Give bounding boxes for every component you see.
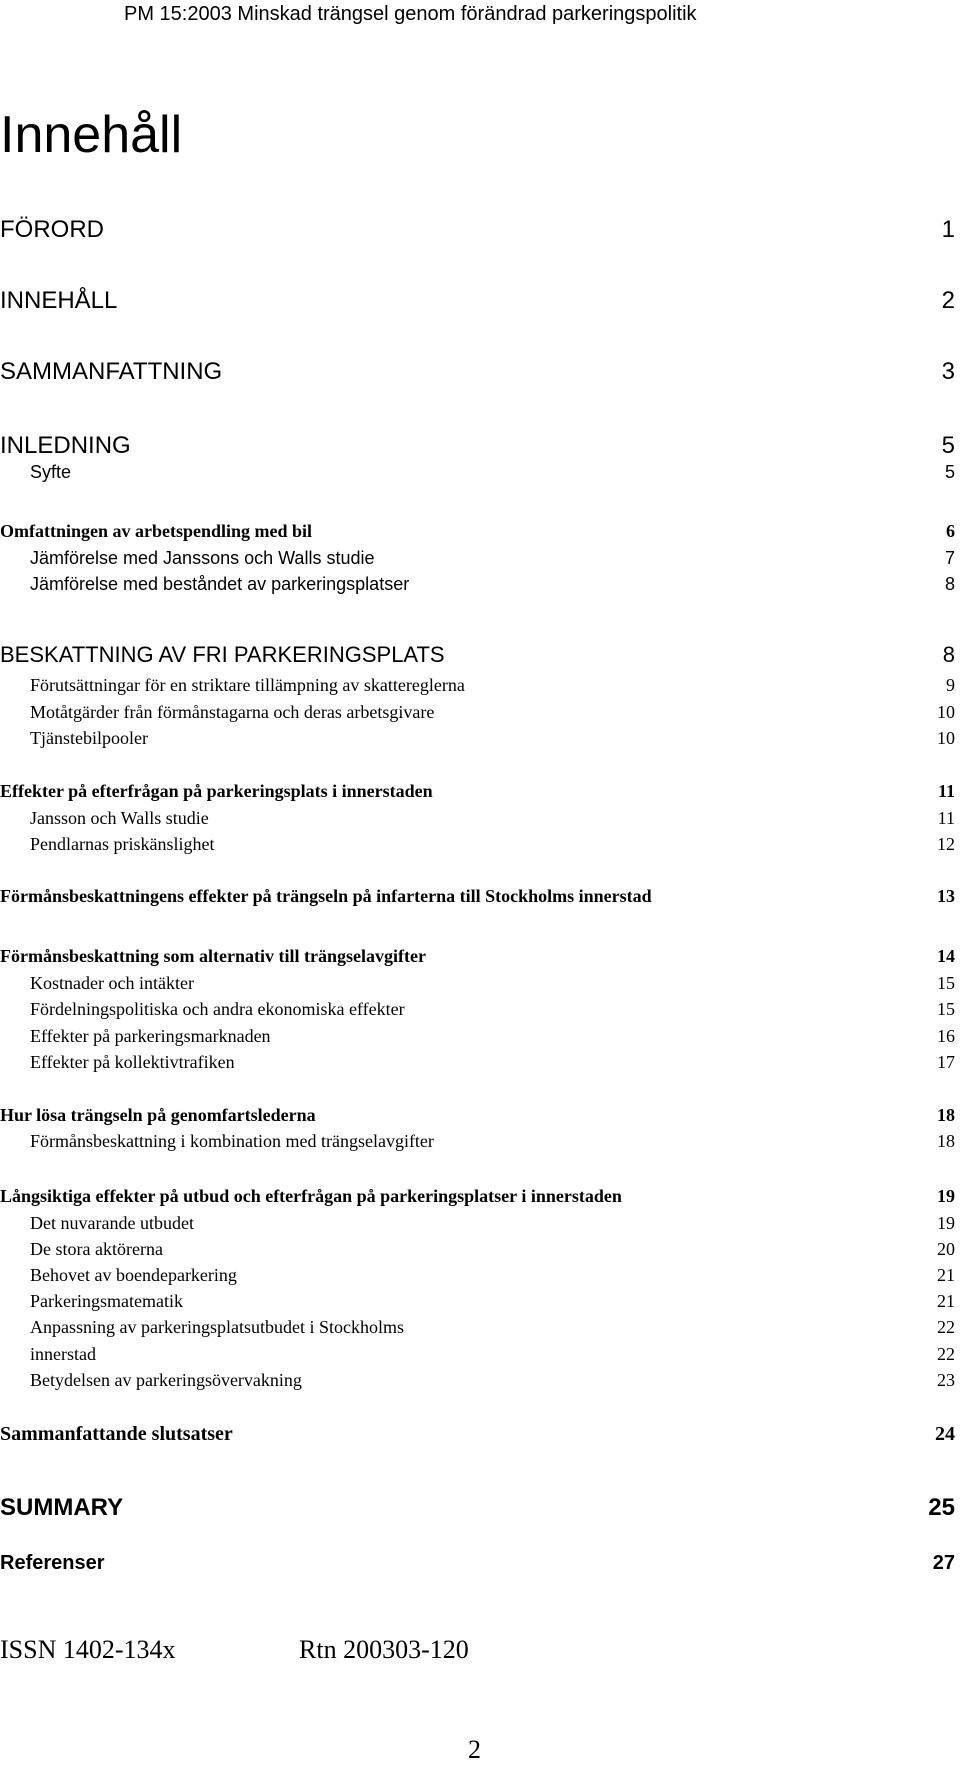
toc-entry-forutsattningar[interactable] (0, 674, 955, 696)
toc-entry-summary[interactable] (0, 1493, 955, 1523)
toc-entry-page: 3 (941, 358, 955, 385)
toc-entry-label: Omfattningen av arbetspendling med bil (0, 521, 313, 541)
toc-entry-page: 16 (937, 1026, 955, 1046)
toc-entry-label: Effekter på parkeringsmarknaden (30, 1026, 271, 1046)
toc-entry-label: Parkeringsmatematik (30, 1291, 183, 1311)
toc-entry-effekter-kollektivtrafiken[interactable] (0, 1051, 955, 1073)
toc-entry-page: 9 (946, 675, 955, 695)
toc-entry-nuvarande-utbudet[interactable] (0, 1212, 955, 1234)
toc-entry-jamforelse-bestandet[interactable] (0, 573, 955, 595)
toc-entry-label: INLEDNING (0, 432, 131, 459)
toc-entry-label: Förmånsbeskattningens effekter på trängseln på infarterna till Stockholms innerstad (0, 886, 652, 906)
toc-entry-beskattning[interactable] (0, 640, 955, 670)
toc-entry-page: 18 (937, 1131, 955, 1151)
toc-entry-label: SUMMARY (0, 1494, 124, 1521)
toc-entry-referenser[interactable] (0, 1550, 955, 1576)
toc-entry-label: Referenser (0, 1552, 105, 1574)
toc-entry-label: Betydelsen av parkeringsövervakning (30, 1370, 302, 1390)
toc-entry-label: INNEHÅLL (0, 287, 118, 314)
toc-entry-label: Hur lösa trängseln på genomfartslederna (0, 1105, 316, 1125)
toc-entry-label: Syfte (30, 462, 72, 482)
toc-entry-label: innerstad (30, 1344, 96, 1364)
toc-entry-label: Effekter på kollektivtrafiken (30, 1052, 235, 1072)
toc-entry-label: De stora aktörerna (30, 1239, 163, 1259)
toc-entry-label: Fördelningspolitiska och andra ekonomiska effekter (30, 999, 405, 1019)
toc-entry-fordelningspolitiska[interactable] (0, 998, 955, 1020)
toc-entry-behovet[interactable] (0, 1264, 955, 1286)
toc-entry-page: 15 (937, 999, 955, 1019)
toc-entry-page: 7 (944, 548, 955, 568)
toc-entry-parkeringsmatematik[interactable] (0, 1290, 955, 1312)
toc-entry-page: 11 (937, 781, 955, 801)
toc-entry-jansson-walls[interactable] (0, 807, 955, 829)
toc-entry-label: Tjänstebilpooler (30, 728, 148, 748)
toc-entry-label: Kostnader och intäkter (30, 973, 194, 993)
toc-entry-label: Pendlarnas priskänslighet (30, 834, 215, 854)
toc-entry-innehall[interactable] (0, 286, 955, 316)
toc-entry-label: Jansson och Walls studie (30, 808, 209, 828)
toc-entry-label: Långsiktiga effekter på utbud och efterfrågan på parkeringsplatser i innerstaden (0, 1186, 622, 1206)
page-title: Innehåll (0, 106, 183, 164)
toc-entry-page: 1 (941, 216, 955, 243)
toc-entry-page: 24 (935, 1423, 955, 1445)
toc-entry-page: 21 (937, 1291, 955, 1311)
toc-entry-label: Jämförelse med Janssons och Walls studie (30, 548, 375, 568)
toc-entry-syfte[interactable] (0, 461, 955, 483)
toc-entry-sammanfattande[interactable] (0, 1423, 955, 1445)
toc-entry-label: Det nuvarande utbudet (30, 1213, 194, 1233)
toc-entry-motatgarder[interactable] (0, 701, 955, 723)
toc-entry-label: Jämförelse med beståndet av parkeringsplatser (30, 574, 410, 594)
toc-entry-page: 13 (937, 886, 955, 906)
toc-entry-langsiktiga[interactable] (0, 1185, 955, 1207)
toc-entry-formansbeskattning-alternativ[interactable] (0, 945, 955, 967)
toc-entry-page: 21 (937, 1265, 955, 1285)
toc-entry-tjanstebilpooler[interactable] (0, 727, 955, 749)
toc-entry-page: 15 (937, 973, 955, 993)
toc-entry-formansbeskattningens-effekter[interactable] (0, 885, 955, 907)
toc-entry-label: Förmånsbeskattning i kombination med trängselavgifter (30, 1131, 434, 1151)
toc-entry-label: Sammanfattande slutsatser (0, 1423, 233, 1445)
toc-entry-page: 19 (937, 1186, 955, 1206)
toc-entry-page: 6 (946, 521, 955, 541)
toc-entry-kostnader[interactable] (0, 972, 955, 994)
toc-entry-parkeringsovervakning[interactable] (0, 1369, 955, 1391)
toc-entry-effekter-efterfragan[interactable] (0, 780, 955, 802)
toc-entry-page: 18 (937, 1105, 955, 1125)
rtn-number: Rtn 200303-120 (299, 1635, 469, 1664)
toc-entry-effekter-parkeringsmarknaden[interactable] (0, 1025, 955, 1047)
toc-entry-formansbeskattning-kombination[interactable] (0, 1130, 955, 1152)
toc-entry-label: Förutsättningar för en striktare tillämpning av skattereglerna (30, 675, 465, 695)
toc-entry-page: 8 (944, 574, 955, 594)
toc-entry-label: Behovet av boendeparkering (30, 1265, 237, 1285)
toc-entry-page: 17 (937, 1052, 955, 1072)
toc-entry-page: 10 (937, 728, 955, 748)
toc-entry-pendlarnas[interactable] (0, 833, 955, 855)
toc-entry-page: 10 (937, 702, 955, 722)
running-header: PM 15:2003 Minskad trängsel genom förändrad parkeringspolitik (124, 3, 697, 25)
toc-entry-page: 8 (942, 642, 955, 667)
toc-entry-hur-losa[interactable] (0, 1104, 955, 1126)
toc-entry-label: Anpassning av parkeringsplatsutbudet i Stockholms (30, 1317, 404, 1337)
toc-entry-forord[interactable] (0, 215, 955, 245)
toc-entry-sammanfattning[interactable] (0, 357, 955, 387)
issn-number: ISSN 1402-134x (0, 1635, 176, 1664)
toc-entry-label: Motåtgärder från förmånstagarna och deras arbetsgivare (30, 702, 435, 722)
toc-entry-jamforelse-jansson[interactable] (0, 547, 955, 569)
toc-entry-label: Förmånsbeskattning som alternativ till trängselavgifter (0, 946, 426, 966)
toc-entry-page: 5 (941, 432, 955, 459)
toc-entry-label: BESKATTNING AV FRI PARKERINGSPLATS (0, 642, 445, 667)
toc-entry-page: 22 (937, 1317, 955, 1337)
toc-entry-label: SAMMANFATTNING (0, 358, 223, 385)
toc-entry-page: 2 (941, 287, 955, 314)
toc-entry-label: FÖRORD (0, 216, 104, 243)
toc-entry-page: 19 (937, 1213, 955, 1233)
toc-entry-innerstad[interactable] (0, 1343, 955, 1365)
toc-entry-page: 14 (937, 946, 955, 966)
page-number: 2 (468, 1735, 481, 1764)
toc-entry-page: 11 (937, 808, 955, 828)
toc-entry-label: Effekter på efterfrågan på parkeringsplats i innerstaden (0, 781, 433, 801)
toc-entry-anpassning[interactable] (0, 1316, 955, 1338)
toc-entry-page: 25 (928, 1494, 955, 1521)
toc-entry-page: 27 (932, 1552, 955, 1574)
toc-entry-page: 12 (937, 834, 955, 854)
toc-entry-page: 22 (937, 1344, 955, 1364)
toc-entry-page: 5 (944, 462, 955, 482)
toc-entry-inledning[interactable] (0, 431, 955, 461)
toc-entry-page: 23 (937, 1370, 955, 1390)
toc-entry-page: 20 (937, 1239, 955, 1259)
toc-entry-stora-aktorerna[interactable] (0, 1238, 955, 1260)
toc-entry-omfattningen[interactable] (0, 520, 955, 542)
